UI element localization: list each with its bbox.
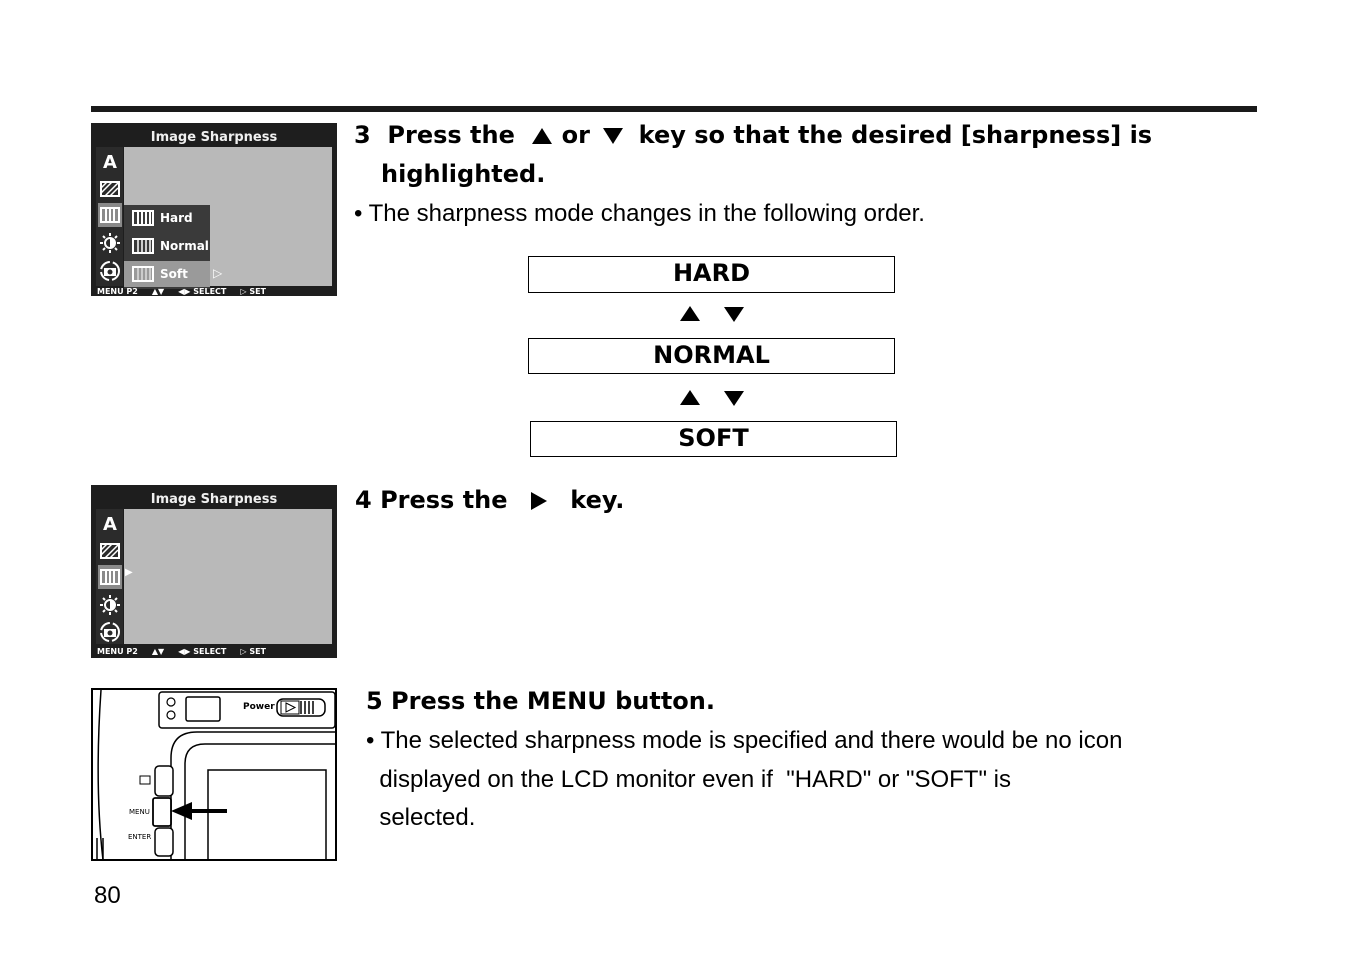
- up-down-arrows-icon: [678, 305, 758, 323]
- up-arrow-icon: [531, 127, 553, 145]
- step3-rest: key so that the desired [sharpness] is: [638, 121, 1153, 149]
- lcd-icon-column: [96, 509, 123, 644]
- step4-number: 4: [355, 486, 372, 514]
- step5-bullet-line2: displayed on the LCD monitor even if "HARD" or "SOFT" is: [366, 766, 1011, 793]
- camera-reset-icon: [98, 259, 122, 283]
- sharpness-icon[interactable]: [98, 565, 122, 589]
- right-pointer-icon: ▷: [213, 266, 223, 280]
- camera-reset-icon: [98, 620, 122, 644]
- power-label: Power: [243, 702, 275, 712]
- lcd-screen-sharpness-selected: [91, 485, 337, 658]
- right-pointer-icon: ▶: [125, 567, 133, 578]
- mode-normal: NORMAL: [528, 338, 895, 374]
- option-label: Hard: [160, 211, 193, 225]
- step5-bullet-line1: • The selected sharpness mode is specified and there would be no icon: [366, 727, 1123, 754]
- camera-back-illustration: [91, 688, 337, 861]
- step3-press: Press the: [387, 121, 515, 149]
- step3-number: 3: [354, 121, 371, 149]
- page-number: 80: [94, 882, 121, 909]
- right-arrow-icon: [530, 491, 548, 511]
- step4-heading: [355, 486, 624, 514]
- step3-or: or: [561, 121, 590, 149]
- step5-bullet-line3: selected.: [366, 804, 476, 831]
- option-hard[interactable]: [124, 205, 210, 231]
- step3-heading: [354, 121, 1152, 149]
- option-soft[interactable]: [124, 261, 210, 287]
- mode-soft: SOFT: [530, 421, 897, 457]
- soft-icon: [132, 266, 154, 282]
- normal-icon: [132, 238, 154, 254]
- quality-icon: [98, 177, 122, 201]
- lcd-panel: [124, 509, 332, 644]
- sharpness-icon: [98, 203, 122, 227]
- brightness-icon: [98, 231, 122, 255]
- lcd-footer: MENU P2 ▲▼ ◀▶ SELECT ▷ SET: [97, 647, 266, 656]
- step4-press: Press the: [380, 486, 508, 514]
- step4-key: key.: [570, 486, 625, 514]
- lcd-icon-column: [96, 147, 123, 286]
- lcd-footer: MENU P2 ▲▼ ◀▶ SELECT ▷ SET: [97, 288, 266, 296]
- step3-bullet: • The sharpness mode changes in the following order.: [354, 200, 925, 227]
- option-label: Normal: [160, 239, 209, 253]
- up-down-arrows-icon: [678, 389, 758, 407]
- lcd-title: Image Sharpness: [150, 130, 278, 145]
- top-rule: [91, 106, 1257, 112]
- enter-label: ENTER: [128, 833, 152, 841]
- auto-mode-icon: A: [103, 513, 117, 535]
- option-normal[interactable]: [124, 233, 210, 259]
- down-arrow-icon: [602, 127, 624, 145]
- hard-icon: [132, 210, 154, 226]
- step5-heading: 5 Press the MENU button.: [366, 687, 715, 715]
- mode-hard: HARD: [528, 256, 895, 293]
- menu-label: MENU: [129, 808, 150, 816]
- auto-mode-icon: A: [103, 151, 117, 173]
- step3-heading-line2: highlighted.: [381, 160, 546, 188]
- brightness-icon: [98, 593, 122, 617]
- lcd-screen-sharpness-menu: [91, 123, 337, 296]
- quality-icon: [98, 539, 122, 563]
- option-label: Soft: [160, 267, 188, 281]
- lcd-title: Image Sharpness: [150, 492, 278, 507]
